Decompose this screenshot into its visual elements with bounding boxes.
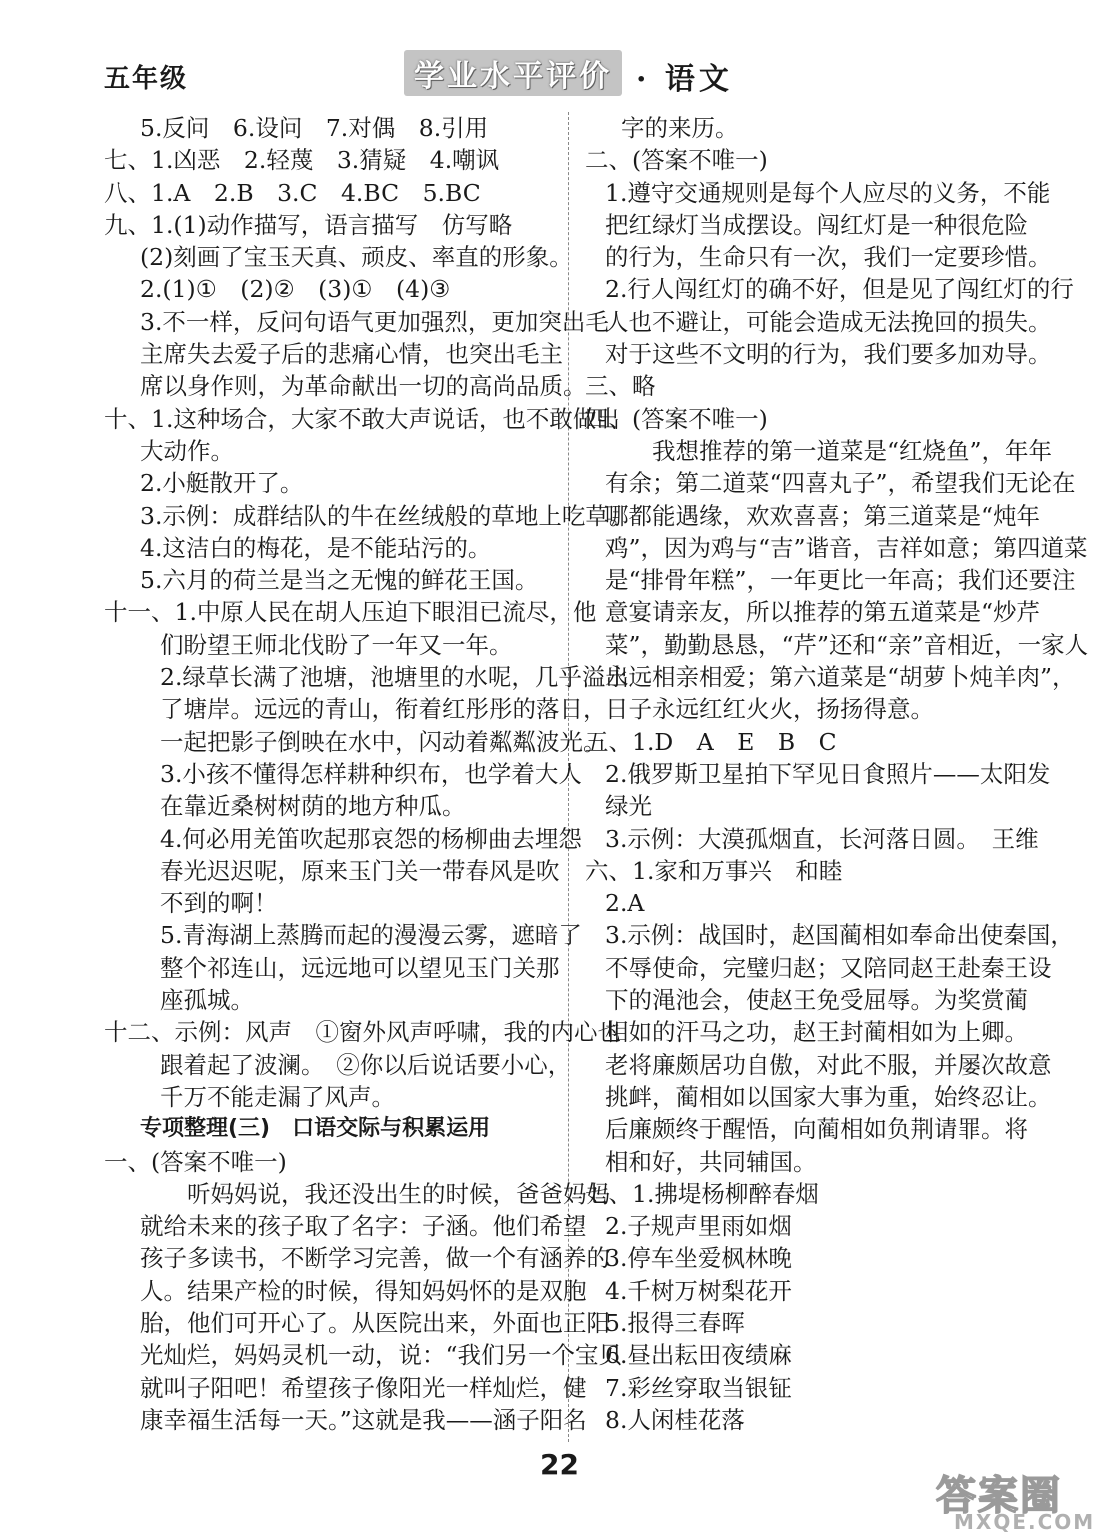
answer-line: 5.报得三春晖 xyxy=(605,1308,745,1337)
answer-line: 九、1.(1)动作描写，语言描写 仿写略 xyxy=(104,210,513,239)
answer-line: 不到的啊！ xyxy=(160,889,278,918)
answer-line: 3.示例：成群结队的牛在丝绒般的草地上吃草。 xyxy=(140,501,633,530)
answer-line: 4.这洁白的梅花，是不能玷污的。 xyxy=(140,533,492,562)
answer-line: 康幸福生活每一天。”这就是我——涵子阳名 xyxy=(140,1405,587,1434)
answer-line: 席以身作则，为革命献出一切的高尚品质。 xyxy=(140,372,587,401)
answer-line: 一、(答案不唯一) xyxy=(104,1147,287,1176)
answer-line: 十、1.这种场合，大家不敢大声说话，也不敢做出 xyxy=(104,404,620,433)
answer-line: (2)刻画了宝玉天真、顽皮、率直的形象。 xyxy=(140,243,573,272)
answer-line: 主席失去爱子后的悲痛心情，也突出毛主 xyxy=(140,340,563,369)
answer-line: 大动作。 xyxy=(140,436,234,465)
answer-line: 6.昼出耘田夜绩麻 xyxy=(605,1341,792,1370)
page-header xyxy=(0,0,1120,110)
answer-line: 3.示例：战国时，赵国蔺相如奉命出使秦国， xyxy=(605,921,1074,950)
answer-line: 对于这些不文明的行为，我们要多加劝导。 xyxy=(605,340,1052,369)
answer-line: 二、(答案不唯一) xyxy=(585,146,768,175)
answer-line: 座孤城。 xyxy=(160,986,254,1015)
answer-line: 3.小孩不懂得怎样耕种织布，也学着大人 xyxy=(160,759,582,788)
answer-line: 5.六月的荷兰是当之无愧的鲜花王国。 xyxy=(140,566,539,595)
answer-line: 2.小艇散开了。 xyxy=(140,469,304,498)
watermark-mark: 答案圈 xyxy=(936,1473,1062,1519)
answer-line: 专项整理(三) 口语交际与积累运用 xyxy=(140,1116,491,1142)
answer-line: 5.反问 6.设问 7.对偶 8.引用 xyxy=(140,114,489,142)
answer-line: 人。结果产检的时候，得知妈妈怀的是双胞 xyxy=(140,1276,587,1305)
answer-line: 菜”，勤勤恳恳，“芹”还和“亲”音相近，一家人 xyxy=(605,630,1089,659)
answer-line: 孩子多读书，不断学习完善，做一个有涵养的 xyxy=(140,1244,610,1273)
answer-line: 千万不能走漏了风声。 xyxy=(160,1082,395,1111)
answer-line: 下的渑池会，使赵王免受屈辱。为奖赏蔺 xyxy=(605,986,1028,1015)
answer-line: 2.(1)① (2)② (3)① (4)③ xyxy=(140,275,451,304)
answer-line: 三、略 xyxy=(585,372,656,401)
watermark-url: MXQE.COM xyxy=(954,1510,1096,1534)
answer-line: 七、1.凶恶 2.轻蔑 3.猜疑 4.嘲讽 xyxy=(104,146,500,175)
answer-line: 2.绿草长满了池塘，池塘里的水呢，几乎溢出 xyxy=(160,663,629,692)
answer-line: 在靠近桑树树荫的地方种瓜。 xyxy=(160,792,466,821)
answer-line: 老将廉颇居功自傲，对此不服，并屡次故意 xyxy=(605,1050,1052,1079)
answer-line: 人也不避让，可能会造成无法挽回的损失。 xyxy=(605,307,1052,336)
right-column xyxy=(585,112,1089,1436)
answer-line: 六、1.家和万事兴 和睦 xyxy=(585,856,843,885)
answer-line: 整个祁连山，远远地可以望见玉门关那 xyxy=(160,953,560,982)
answer-line: 挑衅，蔺相如以国家大事为重，始终忍让。 xyxy=(605,1082,1052,1111)
answer-line: 2.行人闯红灯的确不好，但是见了闯红灯的行 xyxy=(605,275,1074,304)
watermark-logo xyxy=(936,1464,1104,1534)
answer-line: 2.A xyxy=(605,889,645,918)
answer-line: 5.青海湖上蒸腾而起的漫漫云雾，遮暗了 xyxy=(160,921,582,950)
answer-line: 3.不一样，反问句语气更加强烈，更加突出毛 xyxy=(140,307,609,336)
answer-line: 日子永远红红火火，扬扬得意。 xyxy=(605,695,934,724)
grade-label: 五年级 xyxy=(104,64,189,94)
answer-line: 3.停车坐爱枫林晚 xyxy=(605,1244,792,1273)
answer-line: 们盼望王师北伐盼了一年又一年。 xyxy=(160,630,513,659)
answer-line: 8.人闲桂花落 xyxy=(605,1405,745,1434)
answer-line: 鸡”，因为鸡与“吉”谐音，吉祥如意；第四道菜 xyxy=(605,533,1088,562)
answer-line: 意宴请亲友，所以推荐的第五道菜是“炒芹 xyxy=(605,598,1041,627)
answer-line: 跟着起了波澜。 ②你以后说话要小心， xyxy=(160,1050,572,1079)
answer-line: 光灿烂，妈妈灵机一动，说：“我们另一个宝贝 xyxy=(140,1341,623,1370)
answer-line: 听妈妈说，我还没出生的时候，爸爸妈妈 xyxy=(140,1179,610,1208)
answer-line: 2.子规声里雨如烟 xyxy=(605,1212,792,1241)
series-title: 学业水平评价 xyxy=(404,50,622,96)
answer-line: 四、(答案不唯一) xyxy=(585,404,768,433)
answer-line: 有余；第二道菜“四喜丸子”，希望我们无论在 xyxy=(605,469,1076,498)
subject-label: · 语文 xyxy=(636,62,733,97)
answer-line: 4.千树万树梨花开 xyxy=(605,1276,792,1305)
answer-line: 了塘岸。远远的青山，衔着红彤彤的落日， xyxy=(160,695,607,724)
page-number: 22 xyxy=(540,1448,579,1481)
answer-line: 胎，他们可开心了。从医院出来，外面也正阳 xyxy=(140,1308,610,1337)
answer-line: 1.遵守交通规则是每个人应尽的义务，不能 xyxy=(605,178,1051,207)
answer-line: 字的来历。 xyxy=(621,114,739,142)
answer-line: 7.彩丝穿取当银钲 xyxy=(605,1373,792,1402)
answer-line: 七、1.拂堤杨柳醉春烟 xyxy=(585,1179,819,1208)
answer-line: 就叫子阳吧！希望孩子像阳光一样灿烂，健 xyxy=(140,1373,587,1402)
answer-line: 2.俄罗斯卫星拍下罕见日食照片——太阳发 xyxy=(605,759,1051,788)
answer-line: 永远相亲相爱；第六道菜是“胡萝卜炖羊肉”， xyxy=(605,663,1076,692)
answer-line: 4.何必用羌笛吹起那哀怨的杨柳曲去埋怨 xyxy=(160,824,582,853)
answer-line: 五、1.D A E B C xyxy=(585,727,837,756)
answer-line: 相如的汗马之功，赵王封蔺相如为上卿。 xyxy=(605,1018,1028,1047)
answer-line: 一起把影子倒映在水中，闪动着粼粼波光。 xyxy=(160,727,607,756)
answer-line: 3.示例：大漠孤烟直，长河落日圆。 王维 xyxy=(605,824,1039,853)
answer-line: 把红绿灯当成摆设。闯红灯是一种很危险 xyxy=(605,210,1028,239)
answer-line: 春光迟迟呢，原来玉门关一带春风是吹 xyxy=(160,856,560,885)
answer-line: 就给未来的孩子取了名字：子涵。他们希望 xyxy=(140,1212,587,1241)
answer-line: 相和好，共同辅国。 xyxy=(605,1147,817,1176)
answer-line: 不辱使命，完璧归赵；又陪同赵王赴秦王设 xyxy=(605,953,1052,982)
answer-line: 十一、1.中原人民在胡人压迫下眼泪已流尽，他 xyxy=(104,598,597,627)
answer-line: 后廉颇终于醒悟，向蔺相如负荆请罪。将 xyxy=(605,1115,1028,1144)
answer-line: 哪都能遇缘，欢欢喜喜；第三道菜是“炖年 xyxy=(605,501,1041,530)
answer-line: 绿光 xyxy=(605,792,652,821)
answer-line: 我想推荐的第一道菜是“红烧鱼”，年年 xyxy=(605,436,1053,465)
answer-line: 的行为，生命只有一次，我们一定要珍惜。 xyxy=(605,243,1052,272)
answer-line: 十二、示例：风声 ①窗外风声呼啸，我的内心也 xyxy=(104,1018,621,1047)
answer-line: 八、1.A 2.B 3.C 4.BC 5.BC xyxy=(104,178,481,207)
answer-line: 是“排骨年糕”，一年更比一年高；我们还要注 xyxy=(605,566,1076,595)
